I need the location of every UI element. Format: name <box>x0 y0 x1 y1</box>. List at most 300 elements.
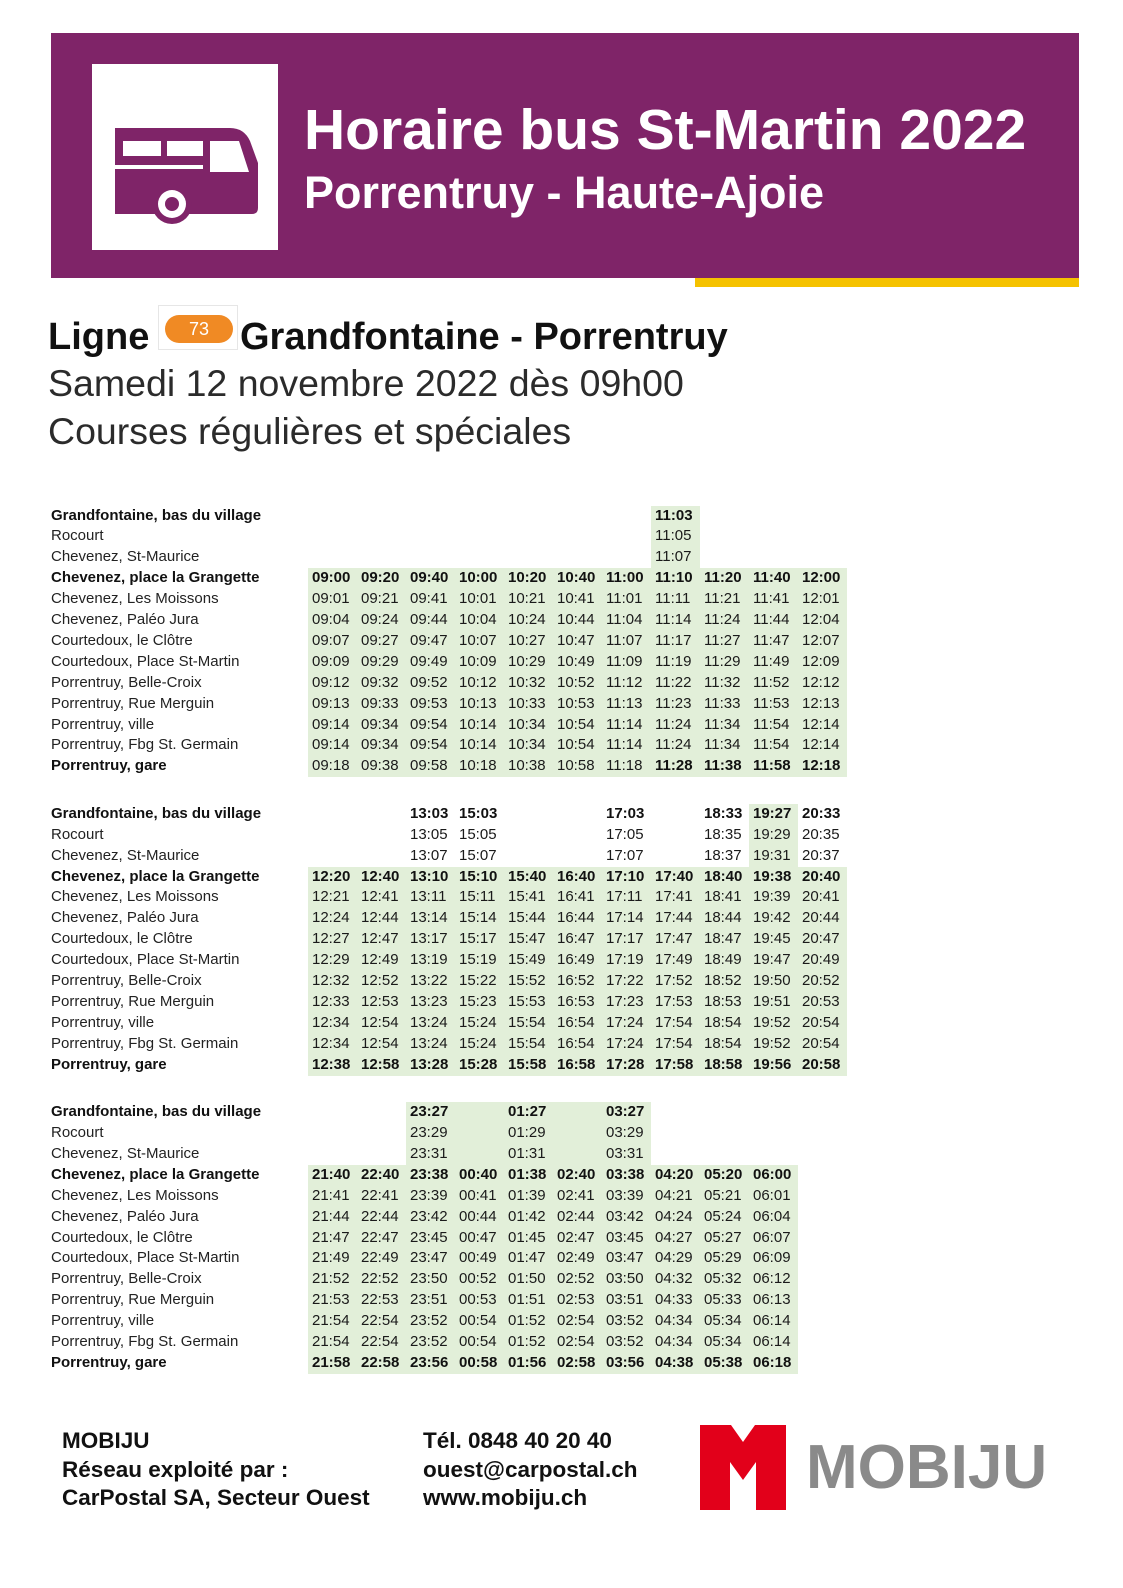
departure-time: 11:27 <box>700 631 749 652</box>
departure-time: 12:58 <box>357 1055 406 1076</box>
departure-time: 12:54 <box>357 1013 406 1034</box>
departure-time: 17:49 <box>651 950 700 971</box>
bus-icon-box <box>92 64 278 250</box>
departure-time: 18:44 <box>700 908 749 929</box>
departure-time: 02:47 <box>553 1228 602 1249</box>
departure-time: 10:20 <box>504 568 553 589</box>
departure-time: 05:38 <box>700 1353 749 1374</box>
departure-time: 21:53 <box>308 1290 357 1311</box>
departure-time <box>651 1102 700 1123</box>
departure-time: 12:09 <box>798 652 847 673</box>
departure-time: 10:47 <box>553 631 602 652</box>
departure-time: 21:44 <box>308 1207 357 1228</box>
departure-time: 18:52 <box>700 971 749 992</box>
departure-time: 11:33 <box>700 694 749 715</box>
stop-name: Porrentruy, Rue Merguin <box>51 992 215 1010</box>
departure-time: 12:52 <box>357 971 406 992</box>
departure-time: 11:04 <box>602 610 651 631</box>
departure-time: 18:37 <box>704 846 742 864</box>
departure-time: 12:07 <box>798 631 847 652</box>
departure-time: 05:29 <box>700 1248 749 1269</box>
stop-name: Courtedoux, le Clôtre <box>51 1228 193 1246</box>
departure-time: 09:53 <box>406 694 455 715</box>
header-banner <box>51 33 1079 278</box>
departure-time: 23:29 <box>406 1123 455 1144</box>
departure-time: 00:47 <box>455 1228 504 1249</box>
departure-time <box>749 1123 798 1144</box>
departure-time: 17:53 <box>651 992 700 1013</box>
departure-time: 20:41 <box>798 887 847 908</box>
departure-time: 11:54 <box>749 735 798 756</box>
timetable-row <box>51 1123 847 1144</box>
departure-time: 11:07 <box>651 547 700 568</box>
departure-time: 11:17 <box>651 631 700 652</box>
departure-time <box>308 506 357 527</box>
departure-time: 06:01 <box>749 1186 798 1207</box>
mobiju-m-logo-icon <box>700 1425 786 1510</box>
departure-time: 02:53 <box>553 1290 602 1311</box>
departure-time: 10:58 <box>553 756 602 777</box>
departure-time: 09:58 <box>406 756 455 777</box>
departure-time: 10:09 <box>455 652 504 673</box>
timetable-row <box>51 1290 847 1311</box>
departure-time <box>504 804 553 825</box>
departure-time: 06:07 <box>749 1228 798 1249</box>
departure-time: 02:49 <box>553 1248 602 1269</box>
departure-time: 06:00 <box>749 1165 798 1186</box>
stop-name: Porrentruy, Rue Merguin <box>51 694 215 712</box>
departure-time: 12:27 <box>308 929 357 950</box>
departure-time: 22:58 <box>357 1353 406 1374</box>
departure-time: 20:37 <box>802 846 840 864</box>
departure-time: 19:31 <box>749 846 798 867</box>
departure-time: 09:29 <box>357 652 406 673</box>
departure-time: 13:28 <box>406 1055 455 1076</box>
departure-time: 10:41 <box>553 589 602 610</box>
departure-time: 12:20 <box>308 867 357 888</box>
departure-time: 13:07 <box>410 846 448 864</box>
departure-time: 20:49 <box>798 950 847 971</box>
departure-time: 23:52 <box>406 1332 455 1353</box>
departure-time: 02:44 <box>553 1207 602 1228</box>
departure-time: 06:09 <box>749 1248 798 1269</box>
departure-time: 23:56 <box>406 1353 455 1374</box>
departure-time: 15:47 <box>504 929 553 950</box>
departure-time: 21:58 <box>308 1353 357 1374</box>
departure-time: 21:54 <box>308 1332 357 1353</box>
departure-time: 13:03 <box>410 804 449 822</box>
departure-time <box>749 506 798 527</box>
departure-time: 17:52 <box>651 971 700 992</box>
departure-time <box>308 825 357 846</box>
departure-time: 22:54 <box>357 1332 406 1353</box>
departure-time: 17:41 <box>651 887 700 908</box>
stop-name: Porrentruy, Fbg St. Germain <box>51 1034 239 1052</box>
departure-time: 09:54 <box>406 735 455 756</box>
timetable-row <box>51 1228 847 1249</box>
accent-bar <box>695 278 1079 287</box>
departure-time: 01:29 <box>504 1123 553 1144</box>
departure-time: 21:47 <box>308 1228 357 1249</box>
departure-time: 15:24 <box>455 1034 504 1055</box>
departure-time: 16:41 <box>553 887 602 908</box>
departure-time: 15:44 <box>504 908 553 929</box>
departure-time: 19:39 <box>749 887 798 908</box>
departure-time: 17:05 <box>606 825 644 843</box>
departure-time: 01:38 <box>504 1165 553 1186</box>
departure-time <box>553 804 602 825</box>
stop-name: Porrentruy, gare <box>51 1353 167 1371</box>
departure-time: 03:56 <box>602 1353 651 1374</box>
departure-time: 23:47 <box>406 1248 455 1269</box>
departure-time: 00:54 <box>455 1332 504 1353</box>
departure-time: 23:52 <box>406 1311 455 1332</box>
departure-time: 12:49 <box>357 950 406 971</box>
departure-time: 09:14 <box>308 735 357 756</box>
stop-name: Porrentruy, gare <box>51 1055 167 1073</box>
departure-time: 15:28 <box>455 1055 504 1076</box>
departure-time: 23:38 <box>406 1165 455 1186</box>
timetable-row <box>51 804 847 825</box>
departure-time: 13:10 <box>406 867 455 888</box>
departure-time: 15:05 <box>459 825 497 843</box>
timetable-row <box>51 908 847 929</box>
timetable-row <box>51 526 847 547</box>
timetable-row <box>51 1311 847 1332</box>
departure-time: 09:20 <box>357 568 406 589</box>
departure-time: 10:01 <box>455 589 504 610</box>
departure-time: 03:42 <box>602 1207 651 1228</box>
departure-time: 11:18 <box>602 756 651 777</box>
departure-time: 11:24 <box>651 715 700 736</box>
departure-time <box>651 825 700 846</box>
departure-time: 03:27 <box>602 1102 651 1123</box>
timetable-row <box>51 1353 847 1374</box>
departure-time: 23:31 <box>406 1144 455 1165</box>
timetable-row <box>51 756 847 777</box>
timetable-row <box>51 1013 847 1034</box>
departure-time: 12:33 <box>308 992 357 1013</box>
departure-time: 03:45 <box>602 1228 651 1249</box>
departure-time: 00:44 <box>455 1207 504 1228</box>
departure-time: 16:54 <box>553 1034 602 1055</box>
departure-time: 12:24 <box>308 908 357 929</box>
departure-time: 09:33 <box>357 694 406 715</box>
departure-time: 06:04 <box>749 1207 798 1228</box>
departure-time <box>602 506 651 527</box>
departure-time: 03:29 <box>602 1123 651 1144</box>
departure-time <box>504 526 553 547</box>
departure-time: 01:50 <box>504 1269 553 1290</box>
departure-time: 13:14 <box>406 908 455 929</box>
line-number-badge: 73 <box>165 315 233 343</box>
departure-time: 15:52 <box>504 971 553 992</box>
departure-time: 11:12 <box>602 673 651 694</box>
departure-time <box>798 547 847 568</box>
departure-time: 15:14 <box>455 908 504 929</box>
departure-time: 04:33 <box>651 1290 700 1311</box>
departure-time: 20:52 <box>798 971 847 992</box>
departure-time: 11:05 <box>651 526 700 547</box>
stop-name: Chevenez, place la Grangette <box>51 867 260 885</box>
departure-time: 11:11 <box>651 589 700 610</box>
timetable-row <box>51 1186 847 1207</box>
departure-time: 11:01 <box>602 589 651 610</box>
departure-time: 13:24 <box>406 1034 455 1055</box>
departure-time: 12:34 <box>308 1013 357 1034</box>
departure-time <box>357 825 406 846</box>
operator-label: Réseau exploité par : <box>62 1456 289 1482</box>
departure-time: 10:33 <box>504 694 553 715</box>
stop-name: Porrentruy, ville <box>51 1312 155 1330</box>
departure-time: 10:34 <box>504 735 553 756</box>
stop-name: Courtedoux, le Clôtre <box>51 930 193 948</box>
departure-time: 12:12 <box>798 673 847 694</box>
departure-time <box>553 1123 602 1144</box>
departure-time: 03:52 <box>602 1311 651 1332</box>
departure-time: 19:42 <box>749 908 798 929</box>
departure-time: 23:45 <box>406 1228 455 1249</box>
timetable-row <box>51 929 847 950</box>
departure-time <box>406 506 455 527</box>
departure-time: 11:07 <box>602 631 651 652</box>
departure-time: 09:49 <box>406 652 455 673</box>
departure-time: 11:22 <box>651 673 700 694</box>
departure-time <box>455 526 504 547</box>
departure-time <box>455 506 504 527</box>
departure-time <box>504 825 553 846</box>
departure-time: 22:52 <box>357 1269 406 1290</box>
operator-info <box>62 1427 370 1513</box>
departure-time: 09:09 <box>308 652 357 673</box>
departure-time: 09:04 <box>308 610 357 631</box>
departure-time: 19:52 <box>749 1034 798 1055</box>
departure-time: 15:41 <box>504 887 553 908</box>
contact-phone: Tél. 0848 40 20 40 <box>423 1428 612 1453</box>
departure-time: 12:53 <box>357 992 406 1013</box>
departure-time: 17:17 <box>602 929 651 950</box>
departure-time: 10:14 <box>455 735 504 756</box>
stop-name: Courtedoux, Place St-Martin <box>51 652 240 670</box>
timetable-row <box>51 1102 847 1123</box>
departure-time: 16:44 <box>553 908 602 929</box>
departure-time: 06:14 <box>749 1311 798 1332</box>
departure-time: 16:53 <box>553 992 602 1013</box>
departure-time: 12:14 <box>798 715 847 736</box>
operator-company: CarPostal SA, Secteur Ouest <box>62 1485 370 1510</box>
departure-time: 22:54 <box>357 1311 406 1332</box>
stop-name: Courtedoux, Place St-Martin <box>51 951 240 969</box>
departure-time: 12:00 <box>798 568 847 589</box>
departure-time: 05:24 <box>700 1207 749 1228</box>
departure-time: 15:11 <box>455 887 504 908</box>
departure-time: 22:49 <box>357 1248 406 1269</box>
departure-time <box>357 1123 406 1144</box>
departure-time: 19:38 <box>749 867 798 888</box>
departure-time <box>357 506 406 527</box>
departure-time: 10:21 <box>504 589 553 610</box>
departure-time: 17:24 <box>602 1013 651 1034</box>
departure-time <box>749 526 798 547</box>
departure-time: 12:47 <box>357 929 406 950</box>
departure-time: 23:27 <box>406 1102 455 1123</box>
departure-time: 20:53 <box>798 992 847 1013</box>
departure-time: 10:14 <box>455 715 504 736</box>
departure-time: 12:44 <box>357 908 406 929</box>
departure-time: 19:27 <box>749 804 798 825</box>
departure-time: 09:44 <box>406 610 455 631</box>
departure-time: 09:21 <box>357 589 406 610</box>
departure-time: 05:34 <box>700 1332 749 1353</box>
departure-time: 11:03 <box>651 506 700 527</box>
departure-time: 11:28 <box>651 756 700 777</box>
departure-time <box>749 547 798 568</box>
stop-name: Porrentruy, Fbg St. Germain <box>51 1333 239 1351</box>
departure-time: 10:04 <box>455 610 504 631</box>
timetable-row <box>51 867 847 888</box>
departure-time: 15:23 <box>455 992 504 1013</box>
stop-name: Chevenez, St-Maurice <box>51 846 200 864</box>
departure-time: 12:13 <box>798 694 847 715</box>
departure-time: 11:09 <box>602 652 651 673</box>
departure-time: 15:03 <box>459 804 498 822</box>
stop-name: Chevenez, place la Grangette <box>51 1165 260 1183</box>
departure-time <box>553 547 602 568</box>
departure-time: 15:07 <box>459 846 497 864</box>
departure-time: 06:14 <box>749 1332 798 1353</box>
departure-time <box>553 526 602 547</box>
departure-time: 09:12 <box>308 673 357 694</box>
timetable-row <box>51 992 847 1013</box>
departure-time <box>798 526 847 547</box>
departure-time: 09:47 <box>406 631 455 652</box>
stop-name: Rocourt <box>51 527 104 545</box>
departure-time: 04:27 <box>651 1228 700 1249</box>
departure-time: 15:22 <box>455 971 504 992</box>
departure-time: 16:49 <box>553 950 602 971</box>
departure-time: 01:39 <box>504 1186 553 1207</box>
departure-time: 01:31 <box>504 1144 553 1165</box>
timetable-row <box>51 735 847 756</box>
departure-time <box>553 1144 602 1165</box>
departure-time: 04:34 <box>651 1311 700 1332</box>
departure-time: 17:19 <box>602 950 651 971</box>
departure-time: 17:40 <box>651 867 700 888</box>
departure-time <box>308 1102 357 1123</box>
departure-time <box>406 526 455 547</box>
departure-time: 00:41 <box>455 1186 504 1207</box>
timetable-block <box>51 804 847 1076</box>
departure-time: 06:13 <box>749 1290 798 1311</box>
departure-time: 18:33 <box>704 804 743 822</box>
departure-time: 11:24 <box>651 735 700 756</box>
departure-time: 19:29 <box>749 825 798 846</box>
departure-time: 23:51 <box>406 1290 455 1311</box>
timetable-row <box>51 673 847 694</box>
departure-time <box>357 526 406 547</box>
departure-time: 03:39 <box>602 1186 651 1207</box>
departure-time: 17:14 <box>602 908 651 929</box>
departure-time: 17:11 <box>602 887 651 908</box>
departure-time <box>357 1144 406 1165</box>
departure-time: 01:52 <box>504 1311 553 1332</box>
departure-time: 18:54 <box>700 1034 749 1055</box>
contact-info <box>423 1427 638 1513</box>
departure-time: 11:49 <box>749 652 798 673</box>
departure-time: 18:58 <box>700 1055 749 1076</box>
departure-time: 11:00 <box>602 568 651 589</box>
departure-time <box>749 1144 798 1165</box>
stop-name: Porrentruy, ville <box>51 715 155 733</box>
timetables <box>51 506 847 1374</box>
departure-time: 12:40 <box>357 867 406 888</box>
departure-time <box>308 846 357 867</box>
departure-time: 13:11 <box>406 887 455 908</box>
departure-time: 09:41 <box>406 589 455 610</box>
departure-time: 10:12 <box>455 673 504 694</box>
stop-name: Chevenez, Les Moissons <box>51 590 219 608</box>
timetable-row <box>51 1144 847 1165</box>
stop-name: Chevenez, St-Maurice <box>51 548 200 566</box>
timetable-row <box>51 825 847 846</box>
departure-time: 01:51 <box>504 1290 553 1311</box>
timetable-row <box>51 610 847 631</box>
departure-time: 17:10 <box>602 867 651 888</box>
departure-time: 19:50 <box>749 971 798 992</box>
page-subtitle: Porrentruy - Haute-Ajoie <box>304 167 825 218</box>
departure-time: 02:40 <box>553 1165 602 1186</box>
departure-time: 12:14 <box>798 735 847 756</box>
departure-time: 09:34 <box>357 735 406 756</box>
stop-name: Grandfontaine, bas du village <box>51 1103 262 1121</box>
departure-time: 11:29 <box>700 652 749 673</box>
timetable-row <box>51 1165 847 1186</box>
departure-time: 20:33 <box>802 804 841 822</box>
departure-time: 11:44 <box>749 610 798 631</box>
timetable-row <box>51 631 847 652</box>
departure-time: 17:47 <box>651 929 700 950</box>
departure-time: 22:53 <box>357 1290 406 1311</box>
departure-time: 05:27 <box>700 1228 749 1249</box>
departure-time: 21:41 <box>308 1186 357 1207</box>
departure-time <box>357 1102 406 1123</box>
departure-time: 13:24 <box>406 1013 455 1034</box>
departure-time <box>308 526 357 547</box>
departure-time <box>308 804 357 825</box>
departure-time: 15:53 <box>504 992 553 1013</box>
timetable-row <box>51 950 847 971</box>
departure-time: 09:14 <box>308 715 357 736</box>
departure-time: 12:18 <box>798 756 847 777</box>
departure-time: 19:56 <box>749 1055 798 1076</box>
departure-time: 11:20 <box>700 568 749 589</box>
departure-time <box>651 804 700 825</box>
departure-time: 09:00 <box>308 568 357 589</box>
departure-time: 12:01 <box>798 589 847 610</box>
departure-time: 10:27 <box>504 631 553 652</box>
stop-name: Chevenez, Paléo Jura <box>51 1207 199 1225</box>
departure-time: 18:54 <box>700 1013 749 1034</box>
departure-time <box>553 846 602 867</box>
departure-time: 15:49 <box>504 950 553 971</box>
departure-time: 09:54 <box>406 715 455 736</box>
departure-time: 09:52 <box>406 673 455 694</box>
departure-time <box>602 547 651 568</box>
timetable-row <box>51 1269 847 1290</box>
departure-time: 04:34 <box>651 1332 700 1353</box>
departure-time: 17:54 <box>651 1013 700 1034</box>
departure-time: 16:58 <box>553 1055 602 1076</box>
